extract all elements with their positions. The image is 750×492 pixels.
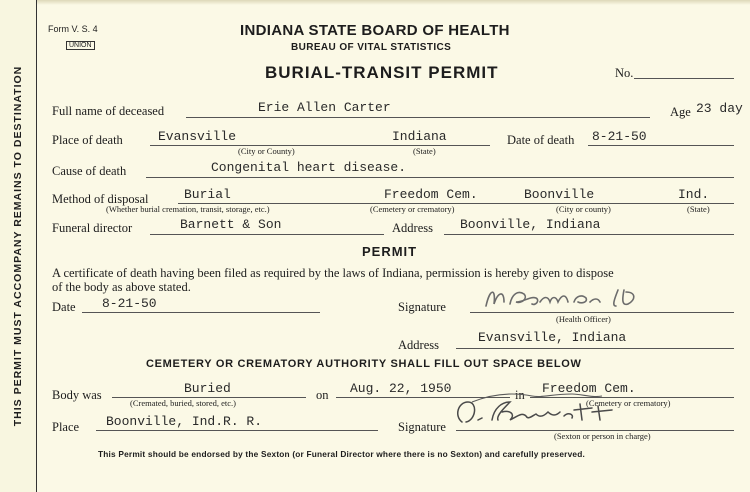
disposal-state-caption: (State) xyxy=(687,204,710,214)
age-value: 23 day xyxy=(696,101,743,116)
funeral-director-line xyxy=(150,234,384,235)
health-officer-caption: (Health Officer) xyxy=(556,314,611,324)
funeral-address-line xyxy=(444,234,734,235)
place-value: Boonville, Ind.R. R. xyxy=(106,414,263,429)
on-date-value: Aug. 22, 1950 xyxy=(350,381,452,396)
sexton-signature xyxy=(452,388,672,432)
bureau-title: BUREAU OF VITAL STATISTICS xyxy=(291,42,452,53)
form-number: Form V. S. 4 xyxy=(48,24,98,34)
deceased-name-line xyxy=(186,117,650,118)
place-of-death-state: Indiana xyxy=(392,129,447,144)
funeral-director-label: Funeral director xyxy=(52,221,133,235)
on-date-label: on xyxy=(316,388,329,402)
body-was-value: Buried xyxy=(184,381,231,396)
age-label: Age xyxy=(670,105,691,119)
permit-statement-line2: of the body as above stated. xyxy=(52,280,191,294)
disposal-cemetery-value: Freedom Cem. xyxy=(384,187,478,202)
disposal-state-value: Ind. xyxy=(678,187,710,202)
left-margin-band xyxy=(0,0,37,492)
paper-edge-shadow xyxy=(0,0,750,5)
permit-number-label: No. xyxy=(615,66,634,80)
disposal-method-value: Burial xyxy=(184,187,231,202)
disposal-city-value: Boonville xyxy=(524,187,595,202)
cause-of-death-value: Congenital heart disease. xyxy=(211,160,407,175)
permit-address-value: Evansville, Indiana xyxy=(478,330,627,345)
place-label: Place xyxy=(52,420,80,434)
city-county-caption: (City or County) xyxy=(238,146,295,156)
in-cemetery-value: Freedom Cem. xyxy=(542,381,636,396)
date-of-death-line xyxy=(588,145,734,146)
health-officer-signature-line xyxy=(470,312,734,313)
cause-of-death-label: Cause of death xyxy=(52,164,127,178)
deceased-name-value: Erie Allen Carter xyxy=(258,100,391,115)
deceased-name-label: Full name of deceased xyxy=(52,104,165,118)
date-of-death-label: Date of death xyxy=(507,133,575,147)
permit-date-value: 8-21-50 xyxy=(102,296,157,311)
permit-date-label: Date xyxy=(52,300,76,314)
body-was-caption: (Cremated, buried, stored, etc.) xyxy=(130,398,236,408)
union-label-mark: UNION xyxy=(66,41,95,50)
accompany-remains-notice: THIS PERMIT MUST ACCOMPANY REMAINS TO DESTINATION xyxy=(12,65,24,427)
permit-heading: PERMIT xyxy=(362,244,418,259)
cause-of-death-line xyxy=(146,177,734,178)
place-of-death-line xyxy=(150,145,490,146)
funeral-address-value: Boonville, Indiana xyxy=(460,217,601,232)
disposal-city-caption: (City or county) xyxy=(556,204,611,214)
date-of-death-value: 8-21-50 xyxy=(592,129,647,144)
disposal-method-label: Method of disposal xyxy=(52,192,149,206)
permit-number-line xyxy=(634,78,734,79)
permit-statement-line1: A certificate of death having been filed as required by the laws of Indiana, permission is hereby given to dispose xyxy=(52,266,614,280)
health-officer-signature xyxy=(478,280,678,316)
footer-note: This Permit should be endorsed by the Sexton (or Funeral Director where there is no Sexton) and carefully preserved. xyxy=(98,449,586,459)
funeral-director-value: Barnett & Son xyxy=(180,217,282,232)
permit-date-line xyxy=(82,312,320,313)
cemetery-authority-heading: CEMETERY OR CREMATORY AUTHORITY SHALL FILL OUT SPACE BELOW xyxy=(146,358,582,370)
board-title: INDIANA STATE BOARD OF HEALTH xyxy=(240,22,510,39)
funeral-address-label: Address xyxy=(392,221,433,235)
disposal-method-caption: (Whether burial cremation, transit, storage, etc.) xyxy=(106,204,270,214)
cemetery-caption: (Cemetery or crematory) xyxy=(370,204,455,214)
state-caption: (State) xyxy=(413,146,436,156)
body-was-label: Body was xyxy=(52,388,102,402)
place-line xyxy=(96,430,378,431)
place-of-death-city: Evansville xyxy=(158,129,237,144)
permit-address-line xyxy=(456,348,734,349)
sexton-caption: (Sexton or person in charge) xyxy=(554,431,651,441)
sexton-signature-label: Signature xyxy=(398,420,446,434)
health-officer-signature-label: Signature xyxy=(398,300,446,314)
permit-address-label: Address xyxy=(398,338,439,352)
place-of-death-label: Place of death xyxy=(52,133,123,147)
in-cemetery-label: in xyxy=(515,388,525,402)
in-cemetery-caption: (Cemetery or crematory) xyxy=(586,398,671,408)
permit-title: BURIAL-TRANSIT PERMIT xyxy=(265,63,499,82)
